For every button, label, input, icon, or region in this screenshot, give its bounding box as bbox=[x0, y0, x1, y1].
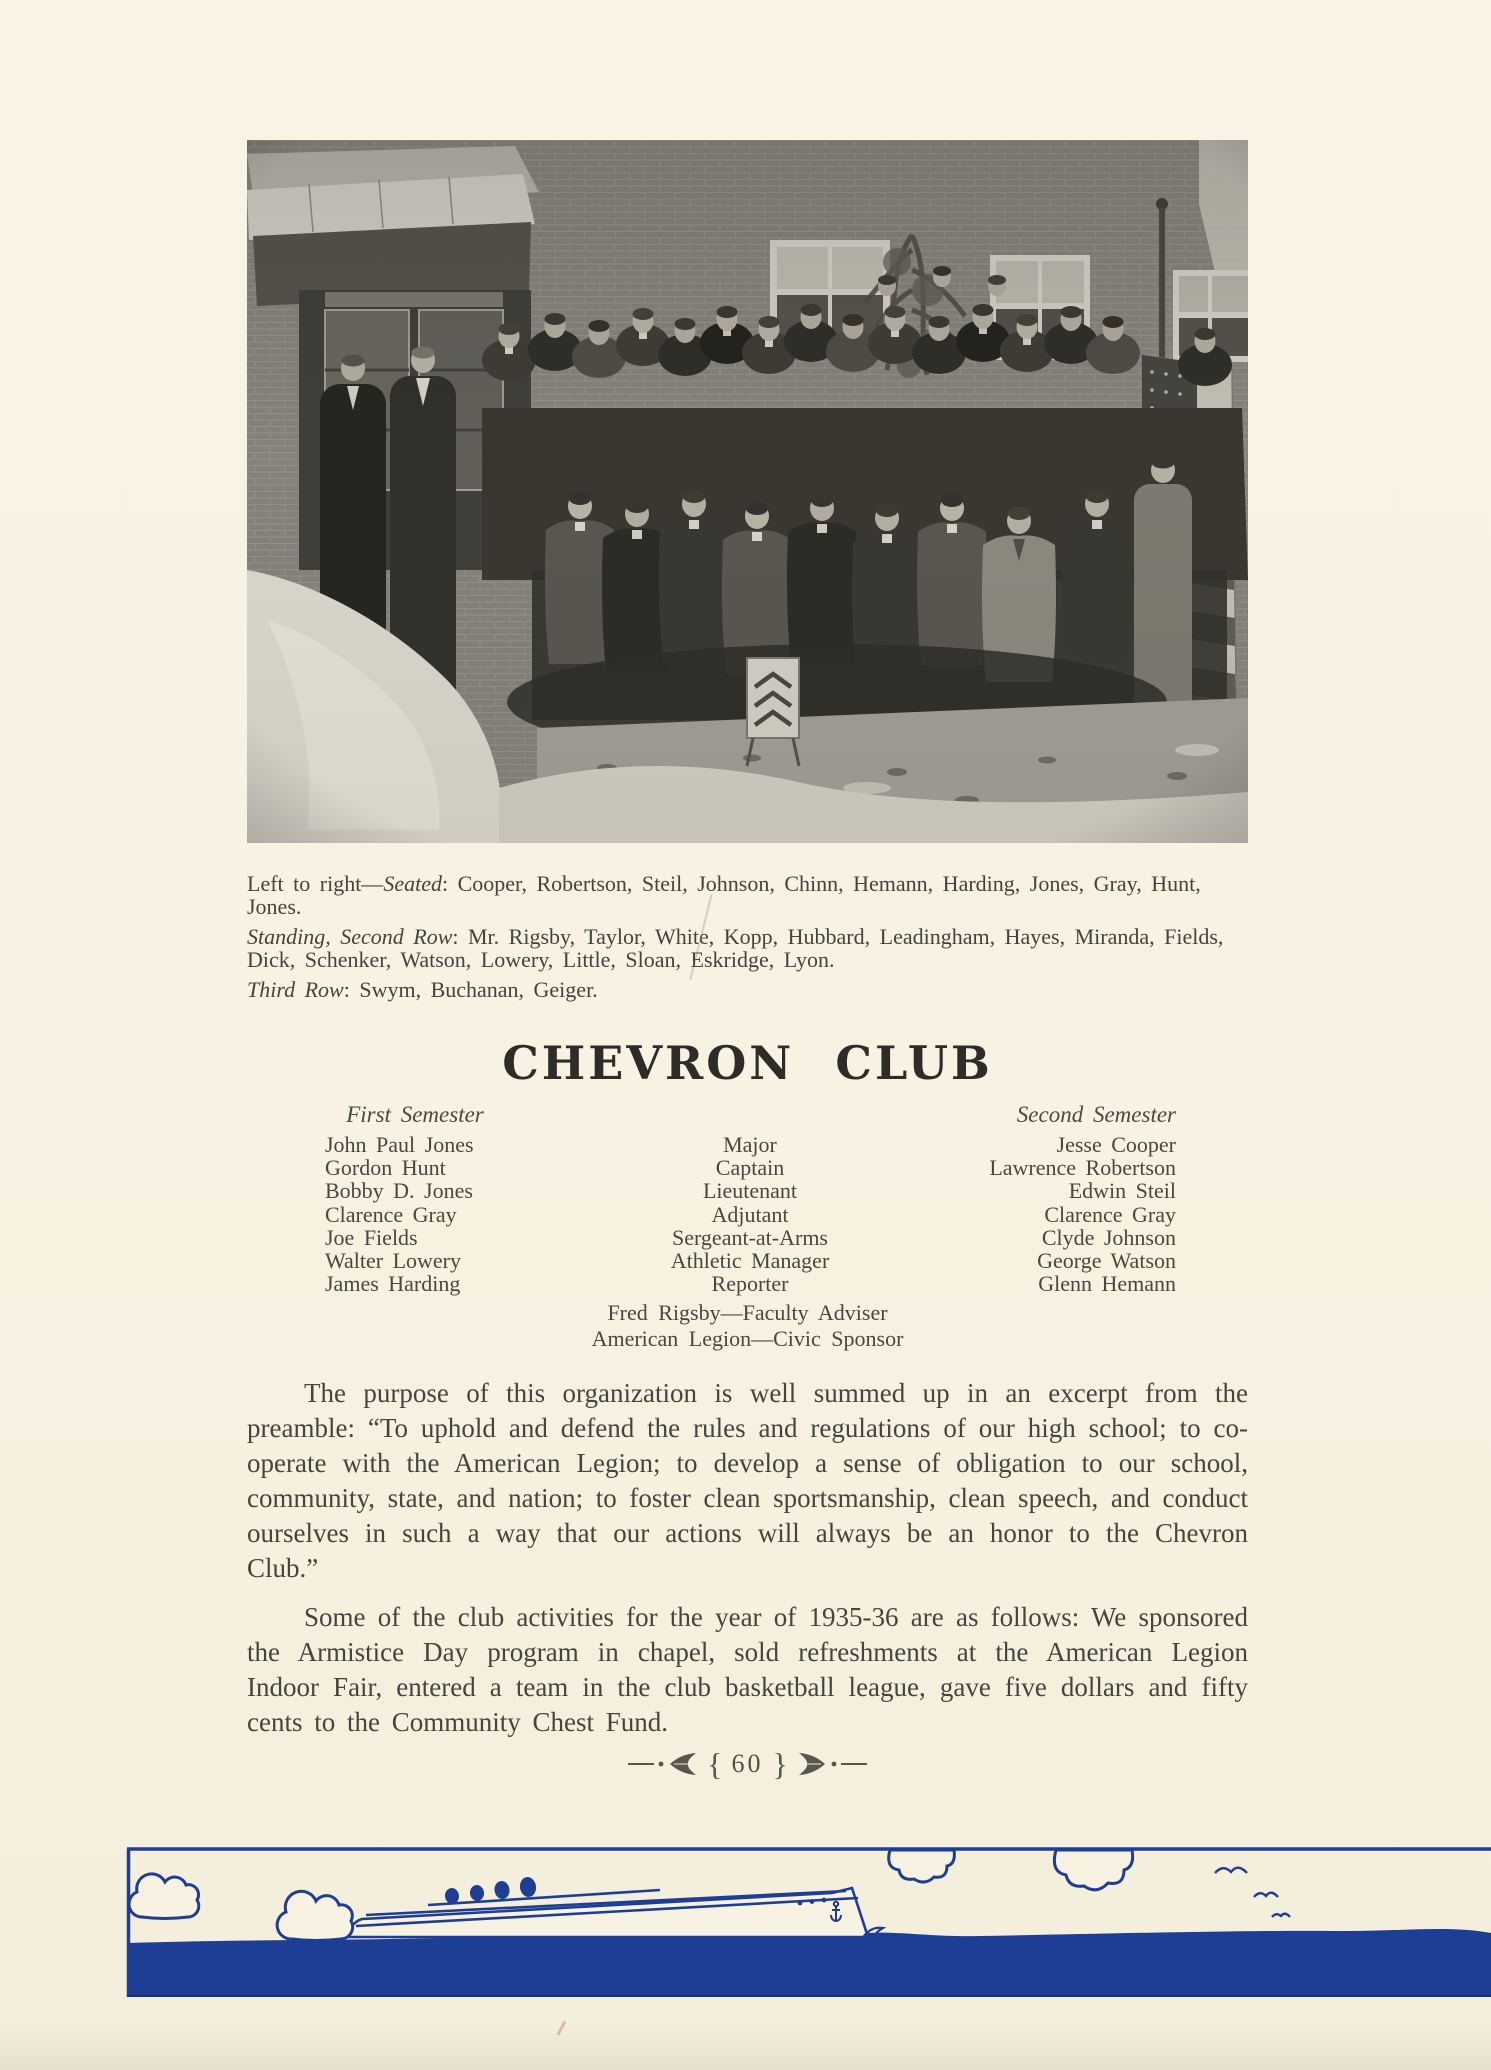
roster-name: Jesse Cooper bbox=[1056, 1132, 1176, 1157]
seagull-2 bbox=[1254, 1893, 1278, 1897]
faculty-adviser-line: Fred Rigsby—Faculty Adviser bbox=[607, 1300, 888, 1325]
civic-sponsor-line: American Legion—Civic Sponsor bbox=[591, 1326, 904, 1351]
cloud-4 bbox=[1054, 1850, 1132, 1890]
page-number-ornament bbox=[247, 1748, 1248, 1780]
roster-name: Bobby D. Jones bbox=[325, 1178, 473, 1204]
roster-name: Gordon Hunt bbox=[325, 1155, 446, 1181]
roster-name: Edwin Steil bbox=[1068, 1178, 1176, 1204]
ocean-liner-border-art bbox=[0, 1843, 1491, 2003]
page-title: CHEVRON CLUB bbox=[502, 1036, 993, 1090]
roster-name: Glenn Hemann bbox=[1038, 1271, 1176, 1297]
roster-name: John Paul Jones bbox=[325, 1132, 474, 1157]
group-photo-illustration bbox=[247, 140, 1248, 843]
roster-name: James Harding bbox=[325, 1271, 461, 1297]
caption-names: : Cooper, Robertson, Steil, Johnson, Chinn, Hemann, Harding, Jones, Gray, Hunt, Jones. bbox=[247, 871, 1201, 919]
caption-row-label: Third Row bbox=[247, 977, 344, 1002]
office-title: Lieutenant bbox=[702, 1178, 798, 1204]
page-number: 60 bbox=[731, 1749, 764, 1778]
footer-illustration bbox=[0, 1843, 1491, 2003]
second-semester-header: Second Semester bbox=[1016, 1102, 1176, 1127]
first-semester-header: First Semester bbox=[346, 1102, 484, 1127]
roster-name: Clarence Gray bbox=[325, 1201, 457, 1227]
roster-name: Lawrence Robertson bbox=[989, 1155, 1176, 1181]
second-semester-names bbox=[876, 1133, 1176, 1295]
roster-name: Walter Lowery bbox=[325, 1248, 461, 1274]
photo-vignette bbox=[247, 140, 1248, 843]
folio-brace-right: } bbox=[772, 1746, 788, 1782]
cloud-3 bbox=[889, 1850, 955, 1882]
page-edge-shadow bbox=[0, 2024, 1491, 2070]
caption-names: : Swym, Buchanan, Geiger. bbox=[343, 977, 598, 1002]
office-title: Major bbox=[723, 1132, 777, 1157]
roster-name: Clyde Johnson bbox=[1041, 1224, 1176, 1250]
roster-name: Clarence Gray bbox=[1044, 1201, 1176, 1227]
caption-row-label: Seated bbox=[383, 871, 442, 896]
caption-names: : Mr. Rigsby, Taylor, White, Kopp, Hubbard, Leadingham, Hayes, Miranda, Fields, Dick, Schenker, Watson, Lowery, Little, Sloan, Eskridge, Lyon. bbox=[247, 924, 1224, 972]
caption-row-label: Standing, Second Row bbox=[247, 924, 453, 949]
seagull-1 bbox=[1215, 1868, 1247, 1873]
photo-caption bbox=[247, 872, 1248, 1001]
office-title: Athletic Manager bbox=[670, 1248, 830, 1274]
roster-name: Joe Fields bbox=[325, 1224, 418, 1250]
office-title: Adjutant bbox=[711, 1201, 789, 1227]
office-title: Reporter bbox=[711, 1271, 789, 1297]
cloud-1 bbox=[129, 1874, 199, 1919]
caption-third-row bbox=[247, 978, 1248, 1001]
office-title: Captain bbox=[715, 1155, 785, 1181]
seagull-icons bbox=[1215, 1868, 1290, 1917]
paragraph-activities: Some of the club activities for the year of 1935-36 are as follows: We sponsored the Armistice Day program in chapel, sold refreshments at the American Legion Indoor Fair, entered a team in the club basketball league, gave five dollars and fifty cents to the Community Chest Fund. bbox=[247, 1602, 1248, 1737]
group-photo bbox=[247, 140, 1248, 843]
folio-flourish-right-icon bbox=[793, 1751, 867, 1777]
office-title: Sergeant-at-Arms bbox=[672, 1224, 828, 1250]
caption-lead: Left to right— bbox=[247, 871, 384, 896]
paragraph-purpose: The purpose of this organization is well summed up in an excerpt from the preamble: “To uphold and defend the rules and regulations of our high school; to co-operate with the American Legion; to develop a sense of obligation to our school, community, state, and nation; to foster clean sportsmanship, clean speech, and conduct ourselves in such a way that our actions will always be an honor to the Chevron Club.” bbox=[247, 1378, 1248, 1583]
folio-brace-left: { bbox=[707, 1746, 723, 1782]
body-text bbox=[247, 1376, 1248, 1740]
cloud-2 bbox=[277, 1891, 352, 1940]
folio-flourish-left-icon bbox=[628, 1751, 702, 1777]
caption-seated-row bbox=[247, 872, 1248, 918]
roster-name: George Watson bbox=[1037, 1248, 1176, 1274]
ocean-liner bbox=[348, 1876, 883, 1941]
scan-blemish bbox=[556, 2020, 566, 2036]
caption-second-row bbox=[247, 925, 1248, 971]
seagull-3 bbox=[1272, 1914, 1290, 1917]
